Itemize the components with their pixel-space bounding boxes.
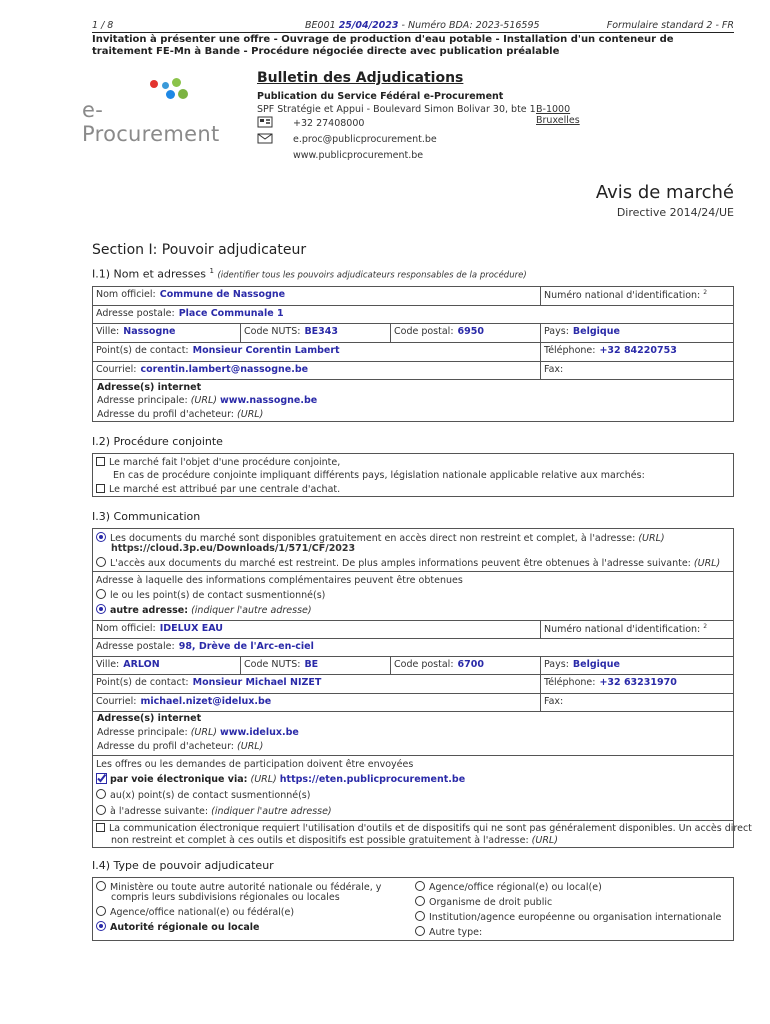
i1-address-table	[92, 286, 734, 422]
adresse-cell	[93, 306, 733, 324]
contact-value: Monsieur Corentin Lambert	[192, 345, 340, 356]
i3-contact-label: Point(s) de contact:	[96, 677, 189, 688]
i3-mail-cell	[93, 694, 541, 712]
bulletin-subtitle: Publication du Service Fédéral e-Procurement	[257, 91, 504, 102]
adresse-value: Place Communale 1	[178, 308, 284, 319]
principal-label: Adresse principale:	[97, 395, 188, 406]
i4-heading: I.4) Type de pouvoir adjudicateur	[92, 859, 274, 872]
pays-value: Belgique	[572, 326, 620, 337]
i3-ville-cell	[93, 657, 241, 675]
i3-box	[92, 528, 752, 848]
tel-cell	[541, 343, 733, 362]
type-regional-agency-label: Agence/office régional(e) ou local(e)	[429, 882, 602, 893]
i3-contact-cell	[93, 675, 541, 694]
header-divider	[92, 32, 734, 33]
contact-label: Point(s) de contact:	[96, 345, 189, 356]
i3-tel-cell	[541, 675, 733, 694]
ville-cell	[93, 324, 241, 343]
docs-url-tag: (URL)	[638, 533, 665, 544]
cp-label: Code postal:	[394, 326, 454, 337]
type-regional-agency-option[interactable]	[415, 881, 602, 893]
fax-label: Fax:	[544, 364, 564, 375]
envelope-icon	[257, 132, 273, 144]
i3-tel-label: Téléphone:	[544, 677, 596, 688]
type-eu-institution-label: Institution/agence européenne ou organisation internationale	[429, 912, 722, 923]
i1-note: (identifier tous les pouvoirs adjudicateurs responsables de la procédure)	[217, 270, 527, 281]
type-eu-institution-radio[interactable]	[415, 911, 425, 921]
nid-cell	[541, 287, 733, 306]
type-regional-authority-label: Autorité régionale ou locale	[110, 922, 260, 933]
i3-adresse-label: Adresse postale:	[96, 641, 175, 652]
mail-cell	[93, 362, 541, 380]
offres-url[interactable]: https://eten.publicprocurement.be	[279, 774, 466, 785]
offres-address-label: à l'adresse suivante:	[110, 806, 209, 817]
type-public-body-option[interactable]	[415, 896, 552, 908]
checked-checkbox-icon[interactable]	[96, 773, 107, 784]
i3-pays-label: Pays:	[544, 659, 569, 670]
profil-label: Adresse du profil d'acheteur:	[97, 409, 235, 420]
form-type: Formulaire standard 2 - FR	[606, 20, 734, 31]
bulletin-city: B-1000 Bruxelles	[536, 104, 580, 126]
offres-contact-radio[interactable]	[96, 789, 106, 799]
internet-label: Adresse(s) internet	[97, 382, 202, 393]
info-other-label: autre adresse:	[110, 605, 189, 616]
bulletin-block	[257, 70, 580, 163]
i3-cp-label: Code postal:	[394, 659, 454, 670]
reference	[305, 20, 540, 31]
tel-value: +32 84220753	[599, 345, 677, 356]
principal-url-tag: (URL)	[190, 395, 217, 406]
bulletin-phone: +32 27408000	[293, 118, 365, 129]
i1-heading	[92, 267, 527, 281]
i3-adresse-cell	[93, 639, 733, 657]
info-other-option[interactable]	[96, 604, 312, 616]
i1-sup: 1	[209, 267, 214, 275]
offres-address-radio[interactable]	[96, 805, 106, 815]
i3-pays-cell	[541, 657, 733, 675]
contact-cell	[93, 343, 541, 362]
i2-box	[92, 453, 734, 497]
tel-label: Téléphone:	[544, 345, 596, 356]
i3-profil-row	[97, 741, 263, 752]
i3-principal-url[interactable]: www.idelux.be	[220, 727, 299, 738]
bulletin-title: Bulletin des Adjudications	[257, 70, 464, 86]
nom-value: Commune de Nassogne	[159, 289, 286, 300]
adresse-label: Adresse postale:	[96, 308, 175, 319]
ville-label: Ville:	[96, 326, 120, 337]
pays-label: Pays:	[544, 326, 569, 337]
i3-principal-url-tag: (URL)	[190, 727, 217, 738]
type-public-body-radio[interactable]	[415, 896, 425, 906]
i4-box	[92, 877, 734, 941]
i3-ville-value: ARLON	[123, 659, 160, 670]
divider	[93, 755, 733, 756]
i3-nom-cell	[93, 621, 541, 639]
type-other-label: Autre type:	[429, 927, 483, 938]
joint-procedure-note: En cas de procédure conjointe impliquant différents pays, législation nationale applicable relative aux marchés:	[113, 470, 645, 481]
bulletin-web-row	[257, 148, 536, 163]
offres-contact-label: au(x) point(s) de contact susmentionné(s)	[110, 790, 311, 801]
i3-tel-value: +32 63231970	[599, 677, 677, 688]
offres-title: Les offres ou les demandes de participation doivent être envoyées	[96, 759, 414, 770]
i3-adresse-value: 98, Drève de l'Arc-en-ciel	[178, 641, 314, 652]
comm-checkbox[interactable]	[96, 823, 105, 832]
publication-date: 25/04/2023	[338, 20, 399, 31]
central-purchasing-option[interactable]	[96, 484, 340, 495]
type-regional-authority-radio[interactable]	[96, 921, 106, 931]
telephone-icon	[257, 116, 273, 128]
profil-row	[97, 409, 263, 420]
type-ministry-radio[interactable]	[96, 881, 106, 891]
nuts-value: BE343	[304, 326, 338, 337]
central-purchasing-label: Le marché est attribué par une centrale d'achat.	[109, 484, 341, 495]
type-national-agency-option[interactable]	[96, 906, 294, 918]
info-other-note: (indiquer l'autre adresse)	[191, 605, 312, 616]
fax-cell	[541, 362, 733, 380]
type-ministry-label: Ministère ou toute autre autorité nationale ou fédérale, y	[110, 882, 382, 893]
bulletin-phone-row	[257, 116, 536, 131]
offres-electronic-option[interactable]	[96, 773, 465, 785]
type-national-agency-label: Agence/office national(e) ou fédéral(e)	[110, 907, 295, 918]
comm-line1: La communication électronique requiert l'utilisation d'outils et de dispositifs qui ne sont pas généralement disponibles. Un accès direct	[109, 823, 752, 834]
type-other-option[interactable]	[415, 926, 482, 938]
i3-pays-value: Belgique	[572, 659, 620, 670]
info-contact-option[interactable]	[96, 589, 325, 601]
docs-restricted-option[interactable]	[96, 557, 720, 569]
divider	[93, 820, 733, 821]
nuts-label: Code NUTS:	[244, 326, 301, 337]
ref-prefix: BE001	[305, 20, 336, 31]
comm-line2: non restreint et complet à ces outils et dispositifs est possible gratuitement à l'adresse:	[111, 835, 529, 846]
type-ministry-label2: compris leurs subdivisions régionales ou locales	[111, 892, 340, 903]
offres-address-option[interactable]	[96, 805, 332, 817]
notice-type	[596, 182, 734, 219]
bulletin-web[interactable]: www.publicprocurement.be	[293, 150, 424, 161]
i3-nom-value: IDELUX EAU	[159, 623, 223, 634]
i3-cp-cell	[391, 657, 541, 675]
type-regional-authority-option[interactable]	[96, 921, 259, 933]
mail-value[interactable]: corentin.lambert@nassogne.be	[140, 364, 309, 375]
restricted-url-tag: (URL)	[693, 558, 721, 569]
info-contact-label: le ou les point(s) de contact susmentionné(s)	[110, 590, 326, 601]
docs-free-label: Les documents du marché sont disponibles gratuitement en accès direct non restreint et complet, à l'adresse:	[110, 533, 636, 544]
offres-contact-option[interactable]	[96, 789, 310, 801]
principal-row	[97, 395, 317, 406]
i3-profil-url-tag: (URL)	[237, 741, 264, 752]
cp-cell	[391, 324, 541, 343]
central-purchasing-checkbox[interactable]	[96, 484, 105, 493]
info-other-radio[interactable]	[96, 604, 106, 614]
i3-principal-label: Adresse principale:	[97, 727, 188, 738]
joint-procedure-label: Le marché fait l'objet d'une procédure conjointe,	[109, 457, 341, 468]
nid-sup: 2	[703, 289, 708, 296]
i3-fax-cell	[541, 694, 733, 712]
type-other-radio[interactable]	[415, 926, 425, 936]
i3-mail-label: Courriel:	[96, 696, 137, 707]
type-regional-agency-radio[interactable]	[415, 881, 425, 891]
i3-nuts-value: BE	[304, 659, 319, 670]
type-national-agency-radio[interactable]	[96, 906, 106, 916]
i3-profil-label: Adresse du profil d'acheteur:	[97, 741, 235, 752]
joint-procedure-option[interactable]	[96, 457, 340, 468]
nuts-cell	[241, 324, 391, 343]
joint-procedure-checkbox[interactable]	[96, 457, 105, 466]
logo-text: e-Procurement	[82, 98, 220, 146]
i3-fax-label: Fax:	[544, 696, 564, 707]
bulletin-street: SPF Stratégie et Appui - Boulevard Simon Bolivar 30, bte 1	[257, 104, 536, 115]
docs-restricted-label: L'accès aux documents du marché est restreint. De plus amples informations peuvent être obtenues à l'adresse suivante:	[110, 558, 691, 569]
nom-label: Nom officiel:	[96, 289, 156, 300]
notice-type-title: Avis de marché	[595, 182, 734, 203]
i2-heading: I.2) Procédure conjointe	[92, 435, 223, 448]
directive: Directive 2014/24/UE	[616, 206, 734, 219]
i3-contact-value: Monsieur Michael NIZET	[192, 677, 322, 688]
principal-url[interactable]: www.nassogne.be	[220, 395, 318, 406]
pays-cell	[541, 324, 733, 343]
bda-number: - Numéro BDA: 2023-516595	[401, 20, 540, 31]
i3-ville-label: Ville:	[96, 659, 120, 670]
bulletin-email-row	[257, 132, 536, 147]
offres-address-note: (indiquer l'autre adresse)	[211, 806, 332, 817]
type-eu-institution-option[interactable]	[415, 911, 721, 923]
type-public-body-label: Organisme de droit public	[429, 897, 553, 908]
nid-label: Numéro national d'identification:	[544, 290, 701, 302]
mail-label: Courriel:	[96, 364, 137, 375]
section-title: Section I: Pouvoir adjudicateur	[92, 242, 307, 258]
docs-free-radio[interactable]	[96, 532, 106, 542]
i3-internet-label: Adresse(s) internet	[97, 713, 202, 724]
info-address-title: Adresse à laquelle des informations complémentaires peuvent être obtenues	[96, 575, 463, 586]
bulletin-email[interactable]: e.proc@publicprocurement.be	[293, 134, 437, 145]
eprocurement-logo	[80, 78, 230, 146]
i3-heading: I.3) Communication	[92, 510, 201, 523]
i3-nid-sup: 2	[703, 623, 708, 630]
info-contact-radio[interactable]	[96, 589, 106, 599]
i3-nid-label: Numéro national d'identification:	[544, 624, 701, 636]
i3-nuts-label: Code NUTS:	[244, 659, 301, 670]
comm-option[interactable]	[96, 823, 752, 834]
i3-nom-label: Nom officiel:	[96, 623, 156, 634]
notice-title: Invitation à présenter une offre - Ouvrage de production d'eau potable - Installation d'un conteneur de traitement FE-Mn à Bande - Procédure négociée directe avec publication préalable	[92, 34, 674, 57]
nom-cell	[93, 287, 541, 306]
cp-value: 6950	[457, 326, 484, 337]
docs-url[interactable]: https://cloud.3p.eu/Downloads/1/571/CF/2023	[111, 543, 356, 554]
docs-restricted-radio[interactable]	[96, 557, 106, 567]
i1-heading-text: I.1) Nom et adresses	[92, 267, 207, 281]
page-number: 1 / 8	[92, 20, 114, 31]
offres-electronic-label: par voie électronique via:	[110, 774, 248, 785]
profil-url-tag: (URL)	[237, 409, 264, 420]
i3-principal-row	[97, 727, 299, 738]
ville-value: Nassogne	[123, 326, 176, 337]
i3-cp-value: 6700	[457, 659, 484, 670]
divider	[93, 571, 733, 572]
i3-mail-value[interactable]: michael.nizet@idelux.be	[140, 696, 272, 707]
offres-url-tag: (URL)	[250, 774, 277, 785]
i3-nuts-cell	[241, 657, 391, 675]
comm-url-tag: (URL)	[531, 835, 558, 846]
i3-nid-cell	[541, 621, 733, 639]
comm-line2-row	[111, 835, 558, 846]
